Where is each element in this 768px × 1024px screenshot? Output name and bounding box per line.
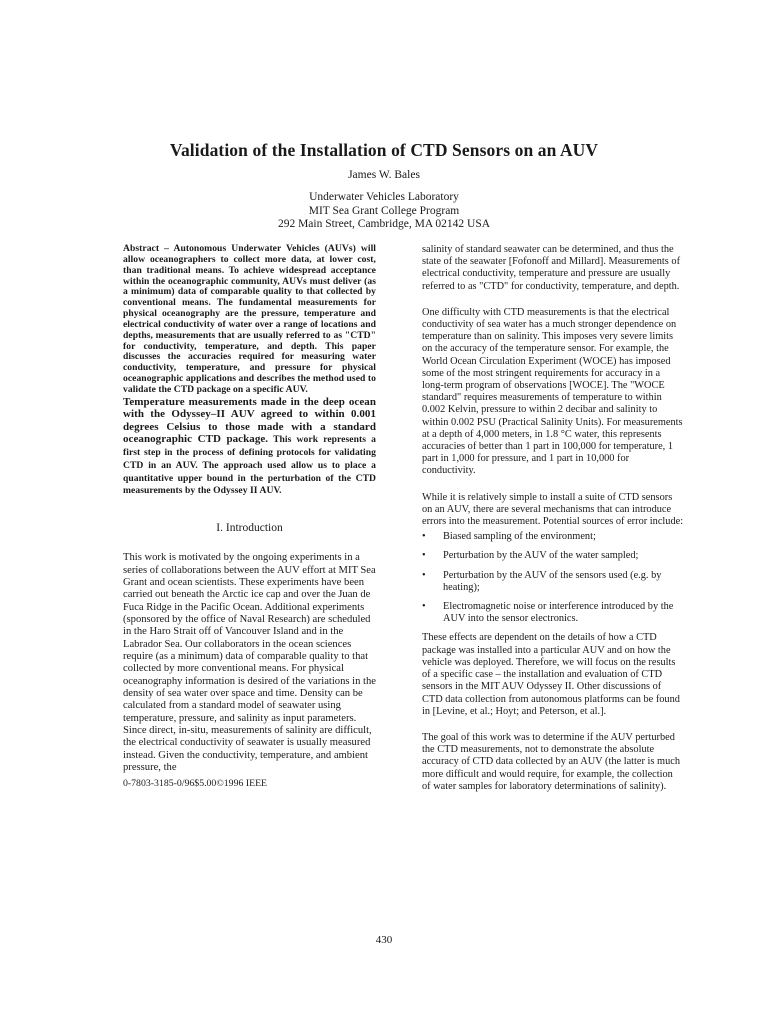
bullet-icon: • [422,531,426,543]
paragraph-2: One difficulty with CTD measurements is that the electrical conductivity of sea water has a much stronger dependence on temperature than on salinity. This imposes very severe limits on the accuracy of the temperature sensor. For example, the World Ocean Circulation Experiment (WOCE) has imposed some of the most stringent requirements for accuracy in a long-term program of observations [WOCE]. The "WOCE standard" requires measurements of temperature to within 0.002 Kelvin, pressure to within 2 decibar and salinity to within 0.002 PSU (Practical Salinity Units). For measurements at a depth of 4,000 meters, in 1.8 °C water, this represents accuracies of better than 1 part in 100,000 for temperature, 1 part in 1,000 for pressure, and 1 part in 10,000 for conductivity. [422,306,683,477]
right-column [422,244,684,793]
bullet-icon: • [422,569,426,581]
abstract-text-1: Abstract – Autonomous Underwater Vehicles (AUVs) will allow oceanographers to collect more data, at lower cost, than traditional means. To achieve widespread acceptance within the oceanographic community, AUVs must deliver (as a minimum) data of comparable quality to that collected by conventional means. The fundamental measurements for physical oceanography are the pressure, temperature and electrical conductivity of water over a range of locations and depths, measurements that are usually referred to as "CTD" for conductivity, temperature, and depth. This paper discusses the accuracies required for measuring water conductivity, temperature, and pressure for physical oceanographic applications and describes the method used to validate the CTD package on a specific AUV. [123,243,376,395]
affiliation-address: 292 Main Street, Cambridge, MA 02142 USA [277,218,491,230]
abstract [123,244,376,497]
paragraph-5: The goal of this work was to determine if the AUV perturbed the CTD measurements, not to demonstrate the absolute accuracy of CTD data collected by an AUV (the latter is much more difficult and would require, for example, the collection of water samples for laboratory determinations of salinity). [422,731,681,792]
abstract-highlight [123,396,376,497]
paragraph-4: These effects are dependent on the details of how a CTD package was installed into a particular AUV and on how the vehicle was deployed. Therefore, we will focus on the results of a specific case – the installation and evaluation of CTD sensors in the MIT AUV Odyssey II. Other discussions of CTD data collection from autonomous platforms can be found in [Levine, et al.; Hoyt; and Peterson, et al.]. [422,632,680,717]
affiliation-lab: Underwater Vehicles Laboratory [309,191,459,203]
list-item [422,531,684,543]
list-item [422,601,684,625]
list-item [422,570,684,594]
list-item-text: Perturbation by the AUV of the sensors used (e.g. by heating); [443,569,662,593]
list-item-text: Perturbation by the AUV of the water sampled; [443,550,639,562]
list-item-text: Biased sampling of the environment; [443,531,596,543]
copyright-line: 0-7803-3185-0/96$5.00©1996 IEEE [123,778,268,790]
paragraph-1: salinity of standard seawater can be determined, and thus the state of the seawater [Fofonoff and Millard]. Measurements of electrical conductivity, temperature and pressure are usually referred to as "CTD" for conductivity, temperature, and depth. [422,244,681,292]
paragraph-3: While it is relatively simple to install a suite of CTD sensors on an AUV, there are several mechanisms that can introduce errors into the measurement. Potential sources of error include: [422,491,684,528]
affiliation-program: MIT Sea Grant College Program [308,204,460,217]
list-item [422,550,684,562]
bullet-icon: • [422,550,426,562]
paper-title: Validation of the Installation of CTD Sensors on an AUV [169,140,599,160]
abstract-text-3: This work represents a first step in the process of defining protocols for validating CTD in an AUV. The approach used allow us to place a quantitative upper bound in the perturbation of the CTD measurements by the Odyssey II AUV. [123,434,376,497]
bullet-icon: • [422,601,426,613]
author-name: James W. Bales [348,169,420,181]
left-column [123,244,376,789]
page-number: 430 [375,934,393,946]
section-heading-introduction: I. Introduction [216,522,283,535]
list-item-text: Electromagnetic noise or interference introduced by the AUV into the sensor electronics. [443,601,674,625]
intro-paragraph: This work is motivated by the ongoing experiments in a series of collaborations between the AUV effort at MIT Sea Grant and ocean scientists. These experiments have been carried out beneath the Arctic ice cap and over the Juan de Fuca Ridge in the Pacific Ocean. Additional experiments (sponsored by the office of Naval Research) are scheduled in the Haro Strait off of Vancouver Island and in the Labrador Sea. Our collaborators in the ocean sciences require (as a minimum) data of comparable quality to that collected by more conventional means. For physical oceanography information is desired of the variations in the density of sea water over space and time. Density can be calculated from a standard model of seawater using temperature, pressure, and salinity as input parameters. Since direct, in-situ, measurements of salinity are difficult, the electrical conductivity of seawater is usually measured instead. Given the conductivity, temperature, and ambient pressure, the [123,552,376,774]
affiliation [0,191,768,232]
abstract-text-2: Temperature measurements made in the deep ocean with the Odyssey–II AUV agreed to within 0.001 degrees Celsius to those made with a standard oceanographic CTD package. [123,395,376,446]
error-sources-list [422,531,684,625]
